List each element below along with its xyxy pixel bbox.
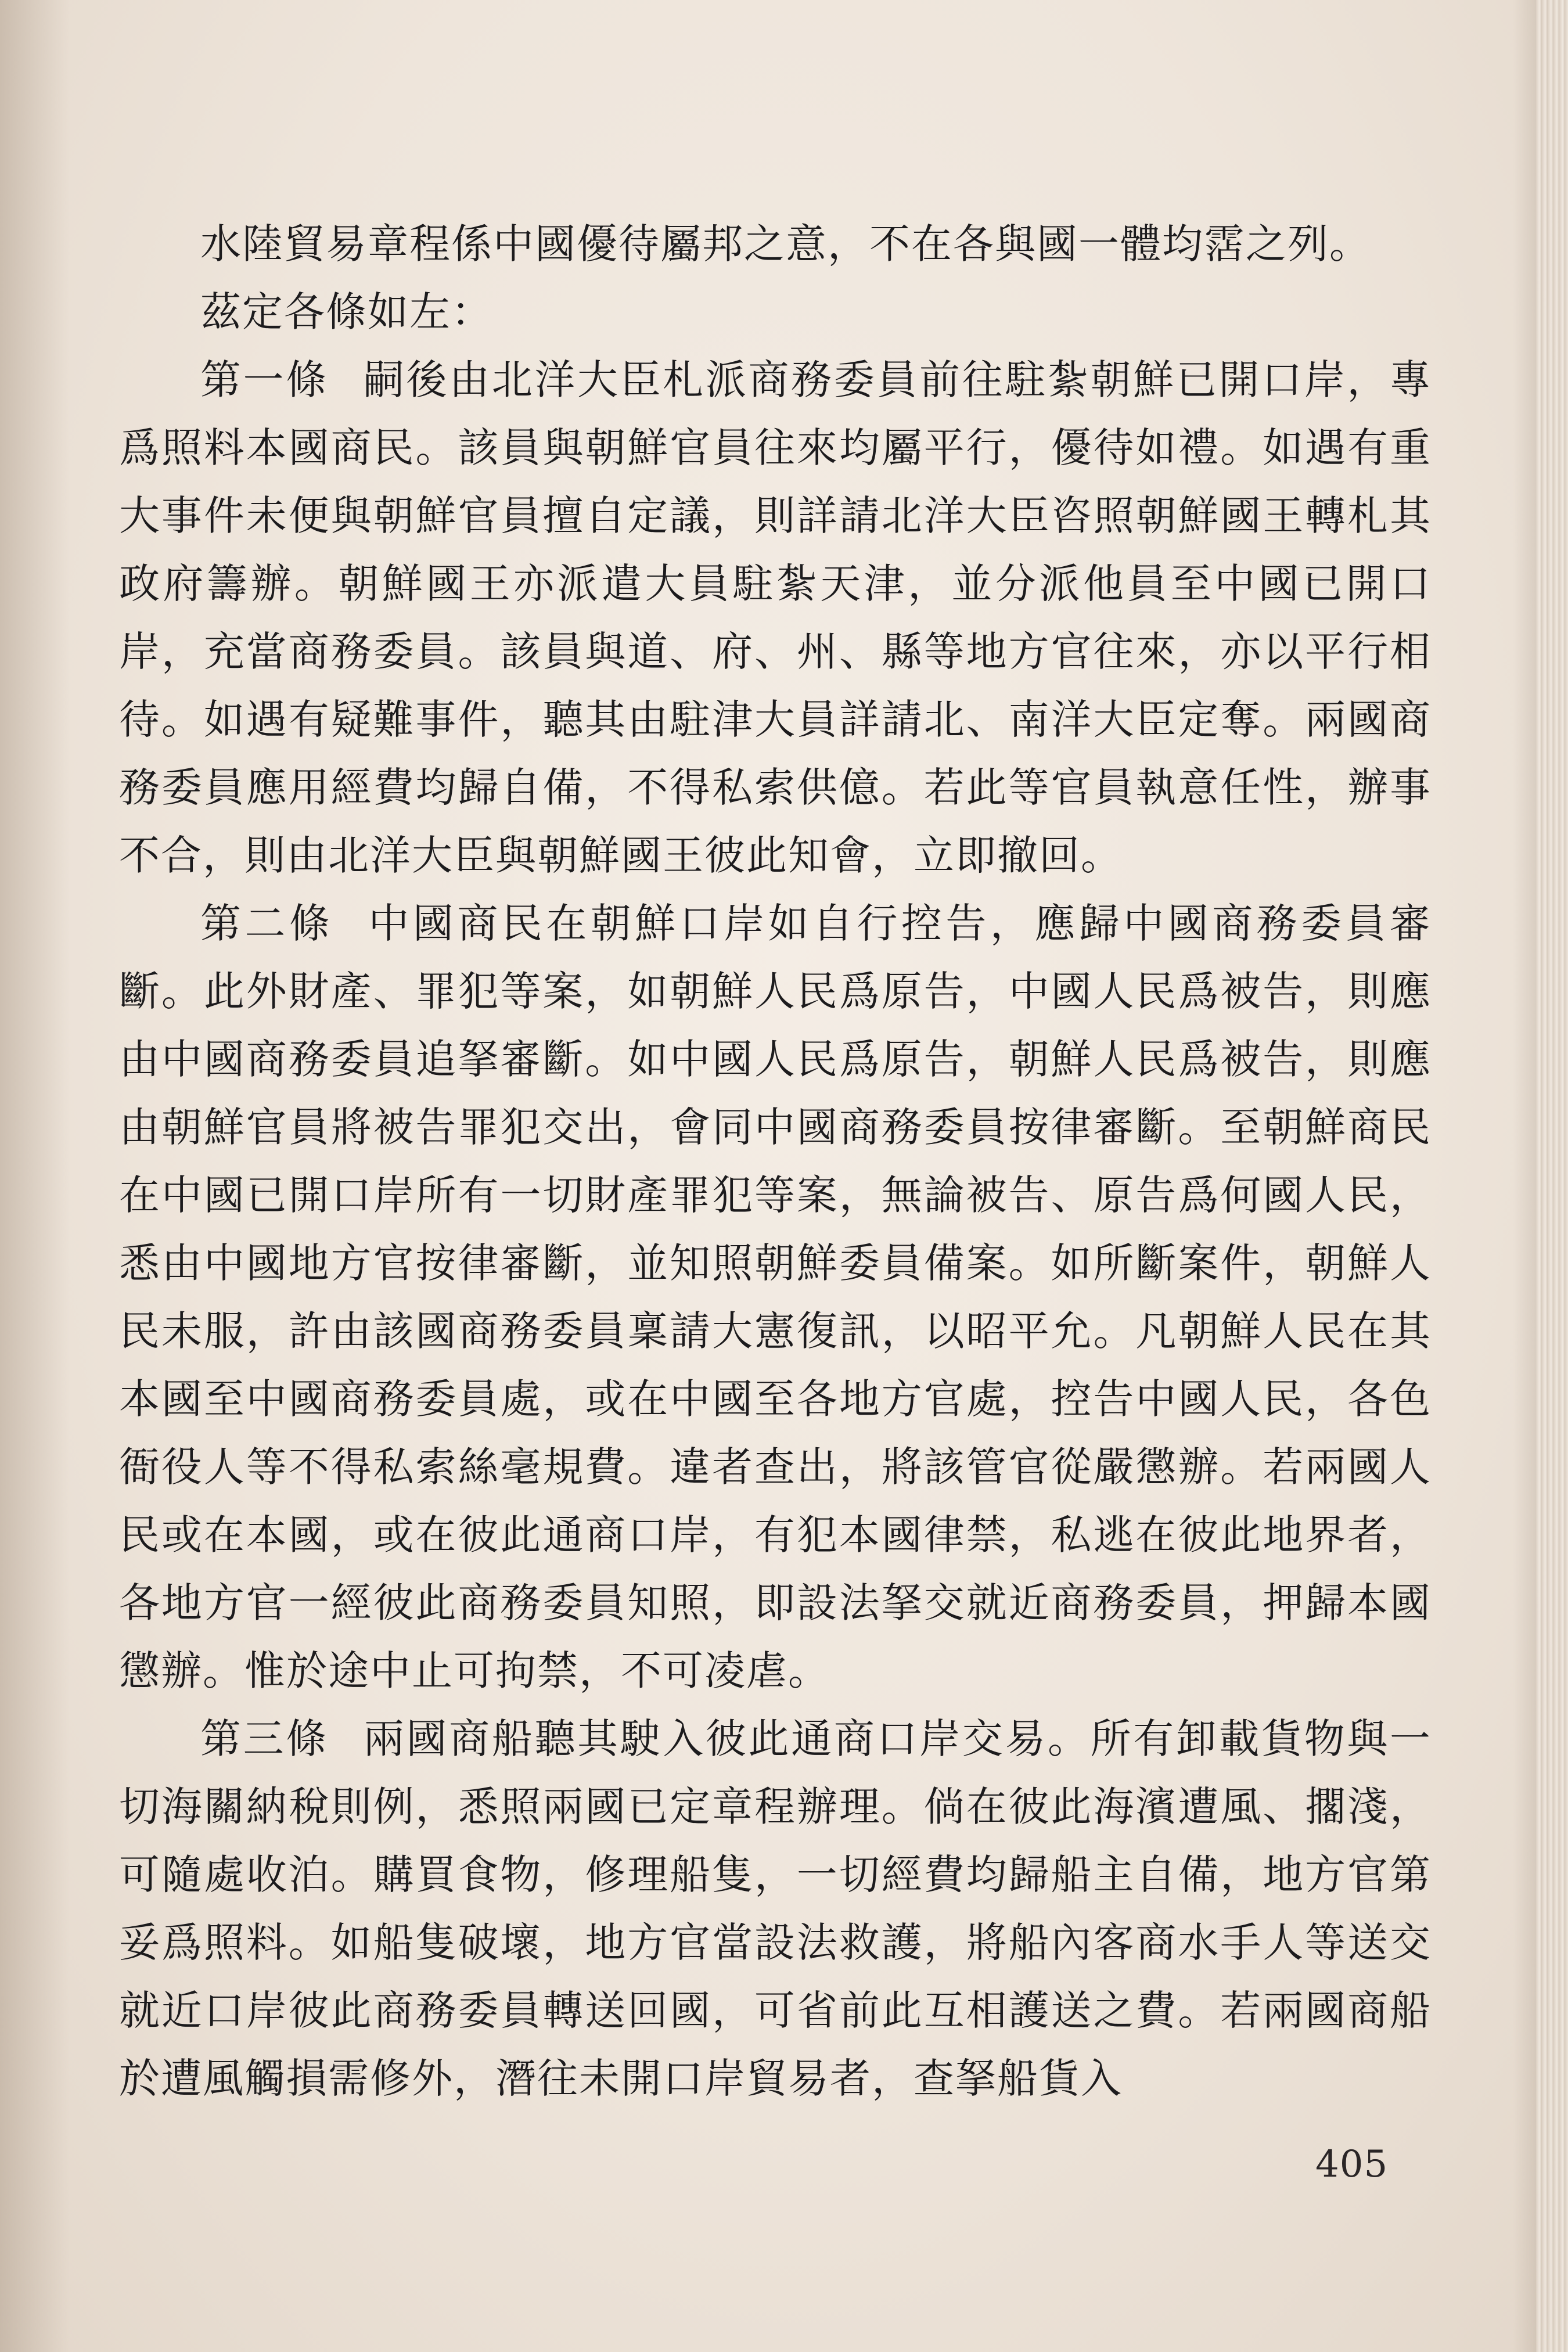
article-3-heading: 第三條 <box>200 1715 329 1763</box>
page-edge <box>1536 0 1568 2352</box>
article-1 <box>119 346 1432 890</box>
gutter-shadow <box>0 0 70 2352</box>
page-edge-shade <box>1513 0 1536 2352</box>
intro-line-2: 茲定各條如左： <box>200 288 493 336</box>
article-2 <box>119 890 1432 1705</box>
article-2-heading: 第二條 <box>200 900 334 947</box>
page-number: 405 <box>1315 2143 1389 2186</box>
article-1-body: 嗣後由北洋大臣札派商務委員前往駐紮朝鮮已開口岸，專爲照料本國商民。該員與朝鮮官員往來均屬平行，優待如禮。如遇有重大事件未便與朝鮮官員擅自定議，則詳請北洋大臣咨照朝鮮國王轉札其政府籌辦。朝鮮國王亦派遣大員駐紮天津，並分派他員至中國已開口岸，充當商務委員。該員與道、府、州、縣等地方官往來，亦以平行相待。如遇有疑難事件，聽其由駐津大員詳請北、南洋大臣定奪。兩國商務委員應用經費均歸自備，不得私索供億。若此等官員執意任性，辦事不合，則由北洋大臣與朝鮮國王彼此知會，立即撤回。 <box>119 356 1432 879</box>
treaty-text <box>119 210 1432 2113</box>
intro-line-1: 水陸貿易章程係中國優待屬邦之意，不在各與國一體均霑之列。 <box>200 220 1371 268</box>
article-3-body: 兩國商船聽其駛入彼此通商口岸交易。所有卸載貨物與一切海關納稅則例，悉照兩國已定章程辦理。倘在彼此海濱遭風、擱淺，可隨處收泊。購買食物，修理船隻，一切經費均歸船主自備，地方官第妥爲照料。如船隻破壞，地方官當設法救護，將船內客商水手人等送交就近口岸彼此商務委員轉送回國，可省前此互相護送之費。若兩國商船於遭風觸損需修外，潛往未開口岸貿易者，查拏船貨入 <box>119 1715 1432 2102</box>
article-2-body: 中國商民在朝鮮口岸如自行控告，應歸中國商務委員審斷。此外財產、罪犯等案，如朝鮮人民爲原告，中國人民爲被告，則應由中國商務委員追拏審斷。如中國人民爲原告，朝鮮人民爲被告，則應由朝鮮官員將被告罪犯交出，會同中國商務委員按律審斷。至朝鮮商民在中國已開口岸所有一切財產罪犯等案，無論被告、原告爲何國人民，悉由中國地方官按律審斷，並知照朝鮮委員備案。如所斷案件，朝鮮人民未服，許由該國商務委員稟請大憲復訊，以昭平允。凡朝鮮人民在其本國至中國商務委員處，或在中國至各地方官處，控告中國人民，各色衙役人等不得私索絲毫規費。違者查出，將該管官從嚴懲辦。若兩國人民或在本國，或在彼此通商口岸，有犯本國律禁，私逃在彼此地界者，各地方官一經彼此商務委員知照，即設法拏交就近商務委員，押歸本國懲辦。惟於途中止可拘禁，不可凌虐。 <box>119 900 1432 1695</box>
article-3 <box>119 1705 1432 2113</box>
article-1-heading: 第一條 <box>200 356 329 404</box>
